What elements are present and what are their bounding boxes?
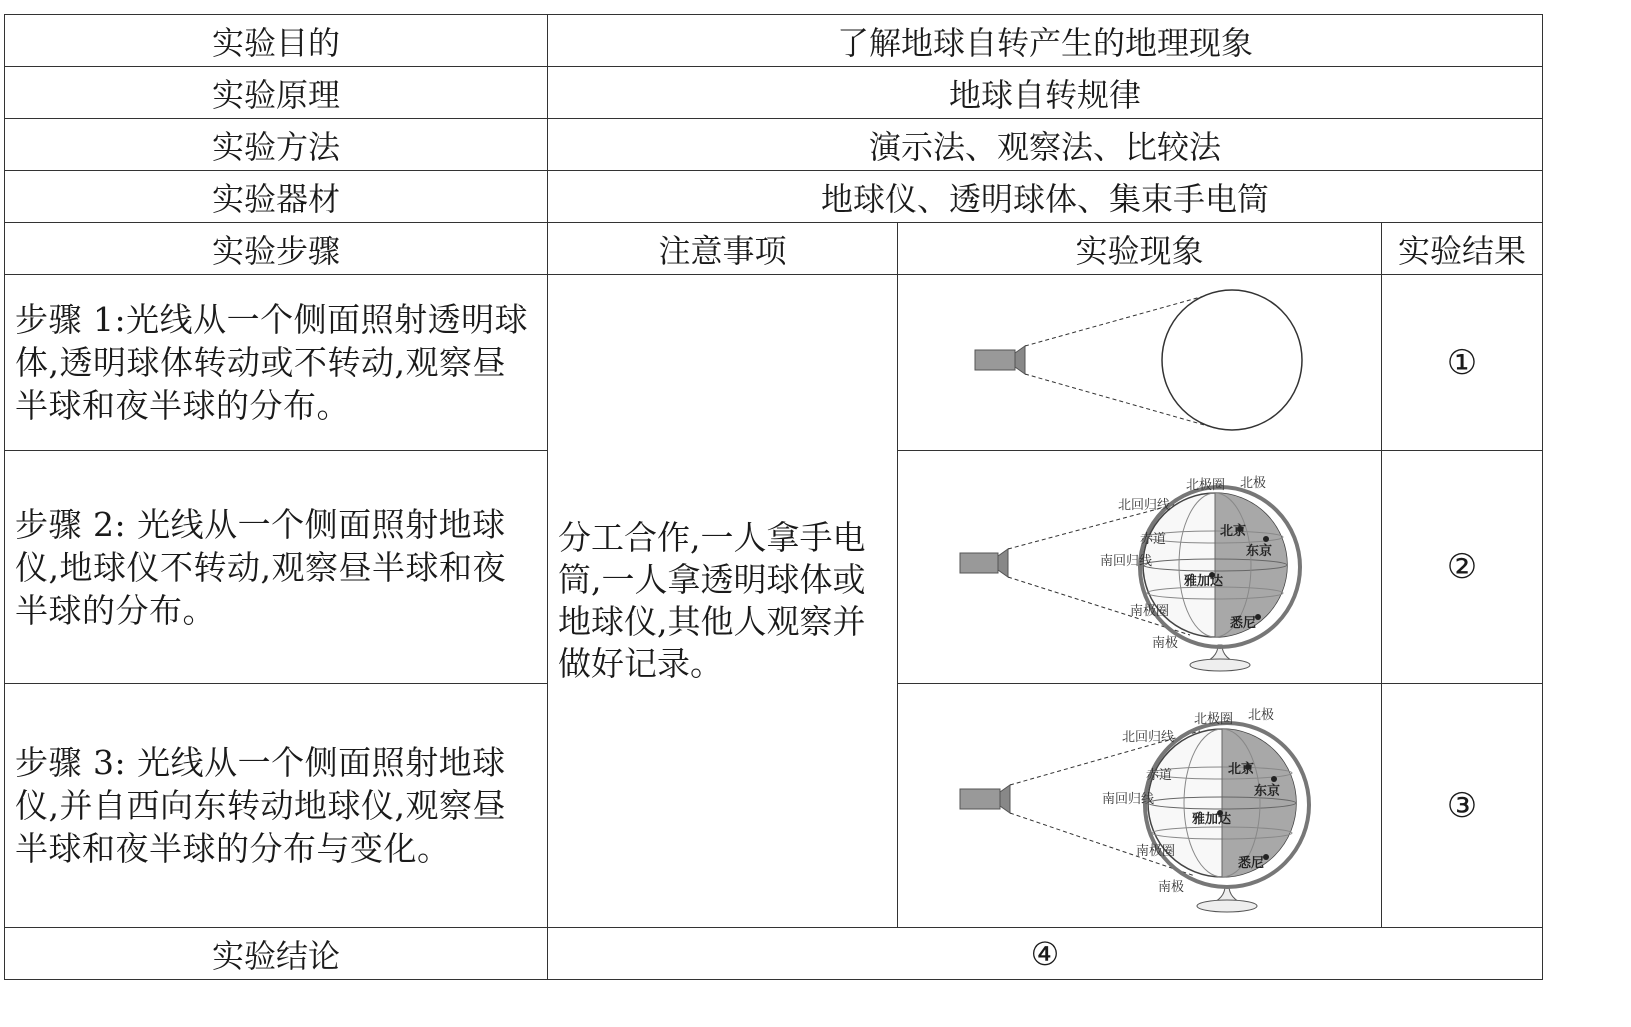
conclusion-label: 实验结论 bbox=[5, 928, 548, 980]
label-beijing: 北京 bbox=[1219, 524, 1246, 539]
header-phenomenon: 实验现象 bbox=[898, 223, 1382, 275]
flashlight-icon bbox=[960, 553, 998, 573]
transparent-sphere bbox=[1162, 290, 1302, 430]
step-1-text: 步骤 1:光线从一个侧面照射透明球体,透明球体转动或不转动,观察昼半球和夜半球的分布。 bbox=[5, 275, 548, 451]
row-equipment bbox=[5, 171, 1543, 223]
equipment-label: 实验器材 bbox=[5, 171, 548, 223]
header-result: 实验结果 bbox=[1382, 223, 1543, 275]
label-sydney: 悉尼 bbox=[1229, 616, 1256, 631]
step-row-1 bbox=[5, 275, 1543, 451]
figure-globe-rotating bbox=[898, 684, 1382, 928]
purpose-label: 实验目的 bbox=[5, 15, 548, 67]
header-steps: 实验步骤 bbox=[5, 223, 548, 275]
result-2: ② bbox=[1382, 451, 1543, 684]
label-north-pole: 北极 bbox=[1239, 476, 1266, 491]
result-3: ③ bbox=[1382, 684, 1543, 928]
label-tropic-capricorn: 南回归线 bbox=[1101, 791, 1154, 807]
label-jakarta: 雅加达 bbox=[1183, 574, 1223, 589]
conclusion-value: ④ bbox=[548, 928, 1543, 980]
method-label: 实验方法 bbox=[5, 119, 548, 171]
figure-transparent-sphere bbox=[898, 275, 1382, 451]
label-tropic-cancer: 北回归线 bbox=[1121, 729, 1174, 745]
result-1: ① bbox=[1382, 275, 1543, 451]
header-notes: 注意事项 bbox=[548, 223, 898, 275]
flashlight-icon bbox=[960, 789, 1000, 809]
step-3-text: 步骤 3: 光线从一个侧面照射地球仪,并自西向东转动地球仪,观察昼半球和夜半球的分布与变化。 bbox=[5, 684, 548, 928]
label-equator: 赤道 bbox=[1139, 532, 1166, 547]
label-tokyo: 东京 bbox=[1245, 544, 1272, 559]
label-north-pole: 北极 bbox=[1247, 707, 1274, 723]
equipment-value: 地球仪、透明球体、集束手电筒 bbox=[548, 171, 1543, 223]
label-arctic-circle: 北极圈 bbox=[1193, 711, 1233, 727]
purpose-value: 了解地球自转产生的地理现象 bbox=[548, 15, 1543, 67]
flashlight-icon bbox=[975, 350, 1015, 370]
label-tropic-cancer: 北回归线 bbox=[1117, 498, 1170, 513]
label-jakarta: 雅加达 bbox=[1191, 811, 1231, 827]
label-tokyo: 东京 bbox=[1253, 783, 1280, 799]
label-south-pole: 南极 bbox=[1157, 879, 1184, 895]
label-beijing: 北京 bbox=[1227, 761, 1254, 777]
row-method bbox=[5, 119, 1543, 171]
step-2-text: 步骤 2: 光线从一个侧面照射地球仪,地球仪不转动,观察昼半球和夜半球的分布。 bbox=[5, 451, 548, 684]
label-sydney: 悉尼 bbox=[1237, 855, 1264, 871]
experiment-table bbox=[4, 14, 1543, 980]
row-purpose bbox=[5, 15, 1543, 67]
header-row bbox=[5, 223, 1543, 275]
label-antarctic-circle: 南极圈 bbox=[1135, 843, 1175, 859]
principle-label: 实验原理 bbox=[5, 67, 548, 119]
method-value: 演示法、观察法、比较法 bbox=[548, 119, 1543, 171]
note-text: 分工合作,一人拿手电筒,一人拿透明球体或地球仪,其他人观察并做好记录。 bbox=[548, 275, 898, 928]
label-antarctic-circle: 南极圈 bbox=[1129, 604, 1169, 619]
row-principle bbox=[5, 67, 1543, 119]
principle-value: 地球自转规律 bbox=[548, 67, 1543, 119]
label-south-pole: 南极 bbox=[1151, 636, 1178, 651]
row-conclusion bbox=[5, 928, 1543, 980]
figure-globe-static bbox=[898, 451, 1382, 684]
night-hemisphere bbox=[1222, 729, 1296, 877]
label-arctic-circle: 北极圈 bbox=[1185, 478, 1225, 493]
label-equator: 赤道 bbox=[1145, 767, 1172, 783]
label-tropic-capricorn: 南回归线 bbox=[1099, 554, 1152, 569]
